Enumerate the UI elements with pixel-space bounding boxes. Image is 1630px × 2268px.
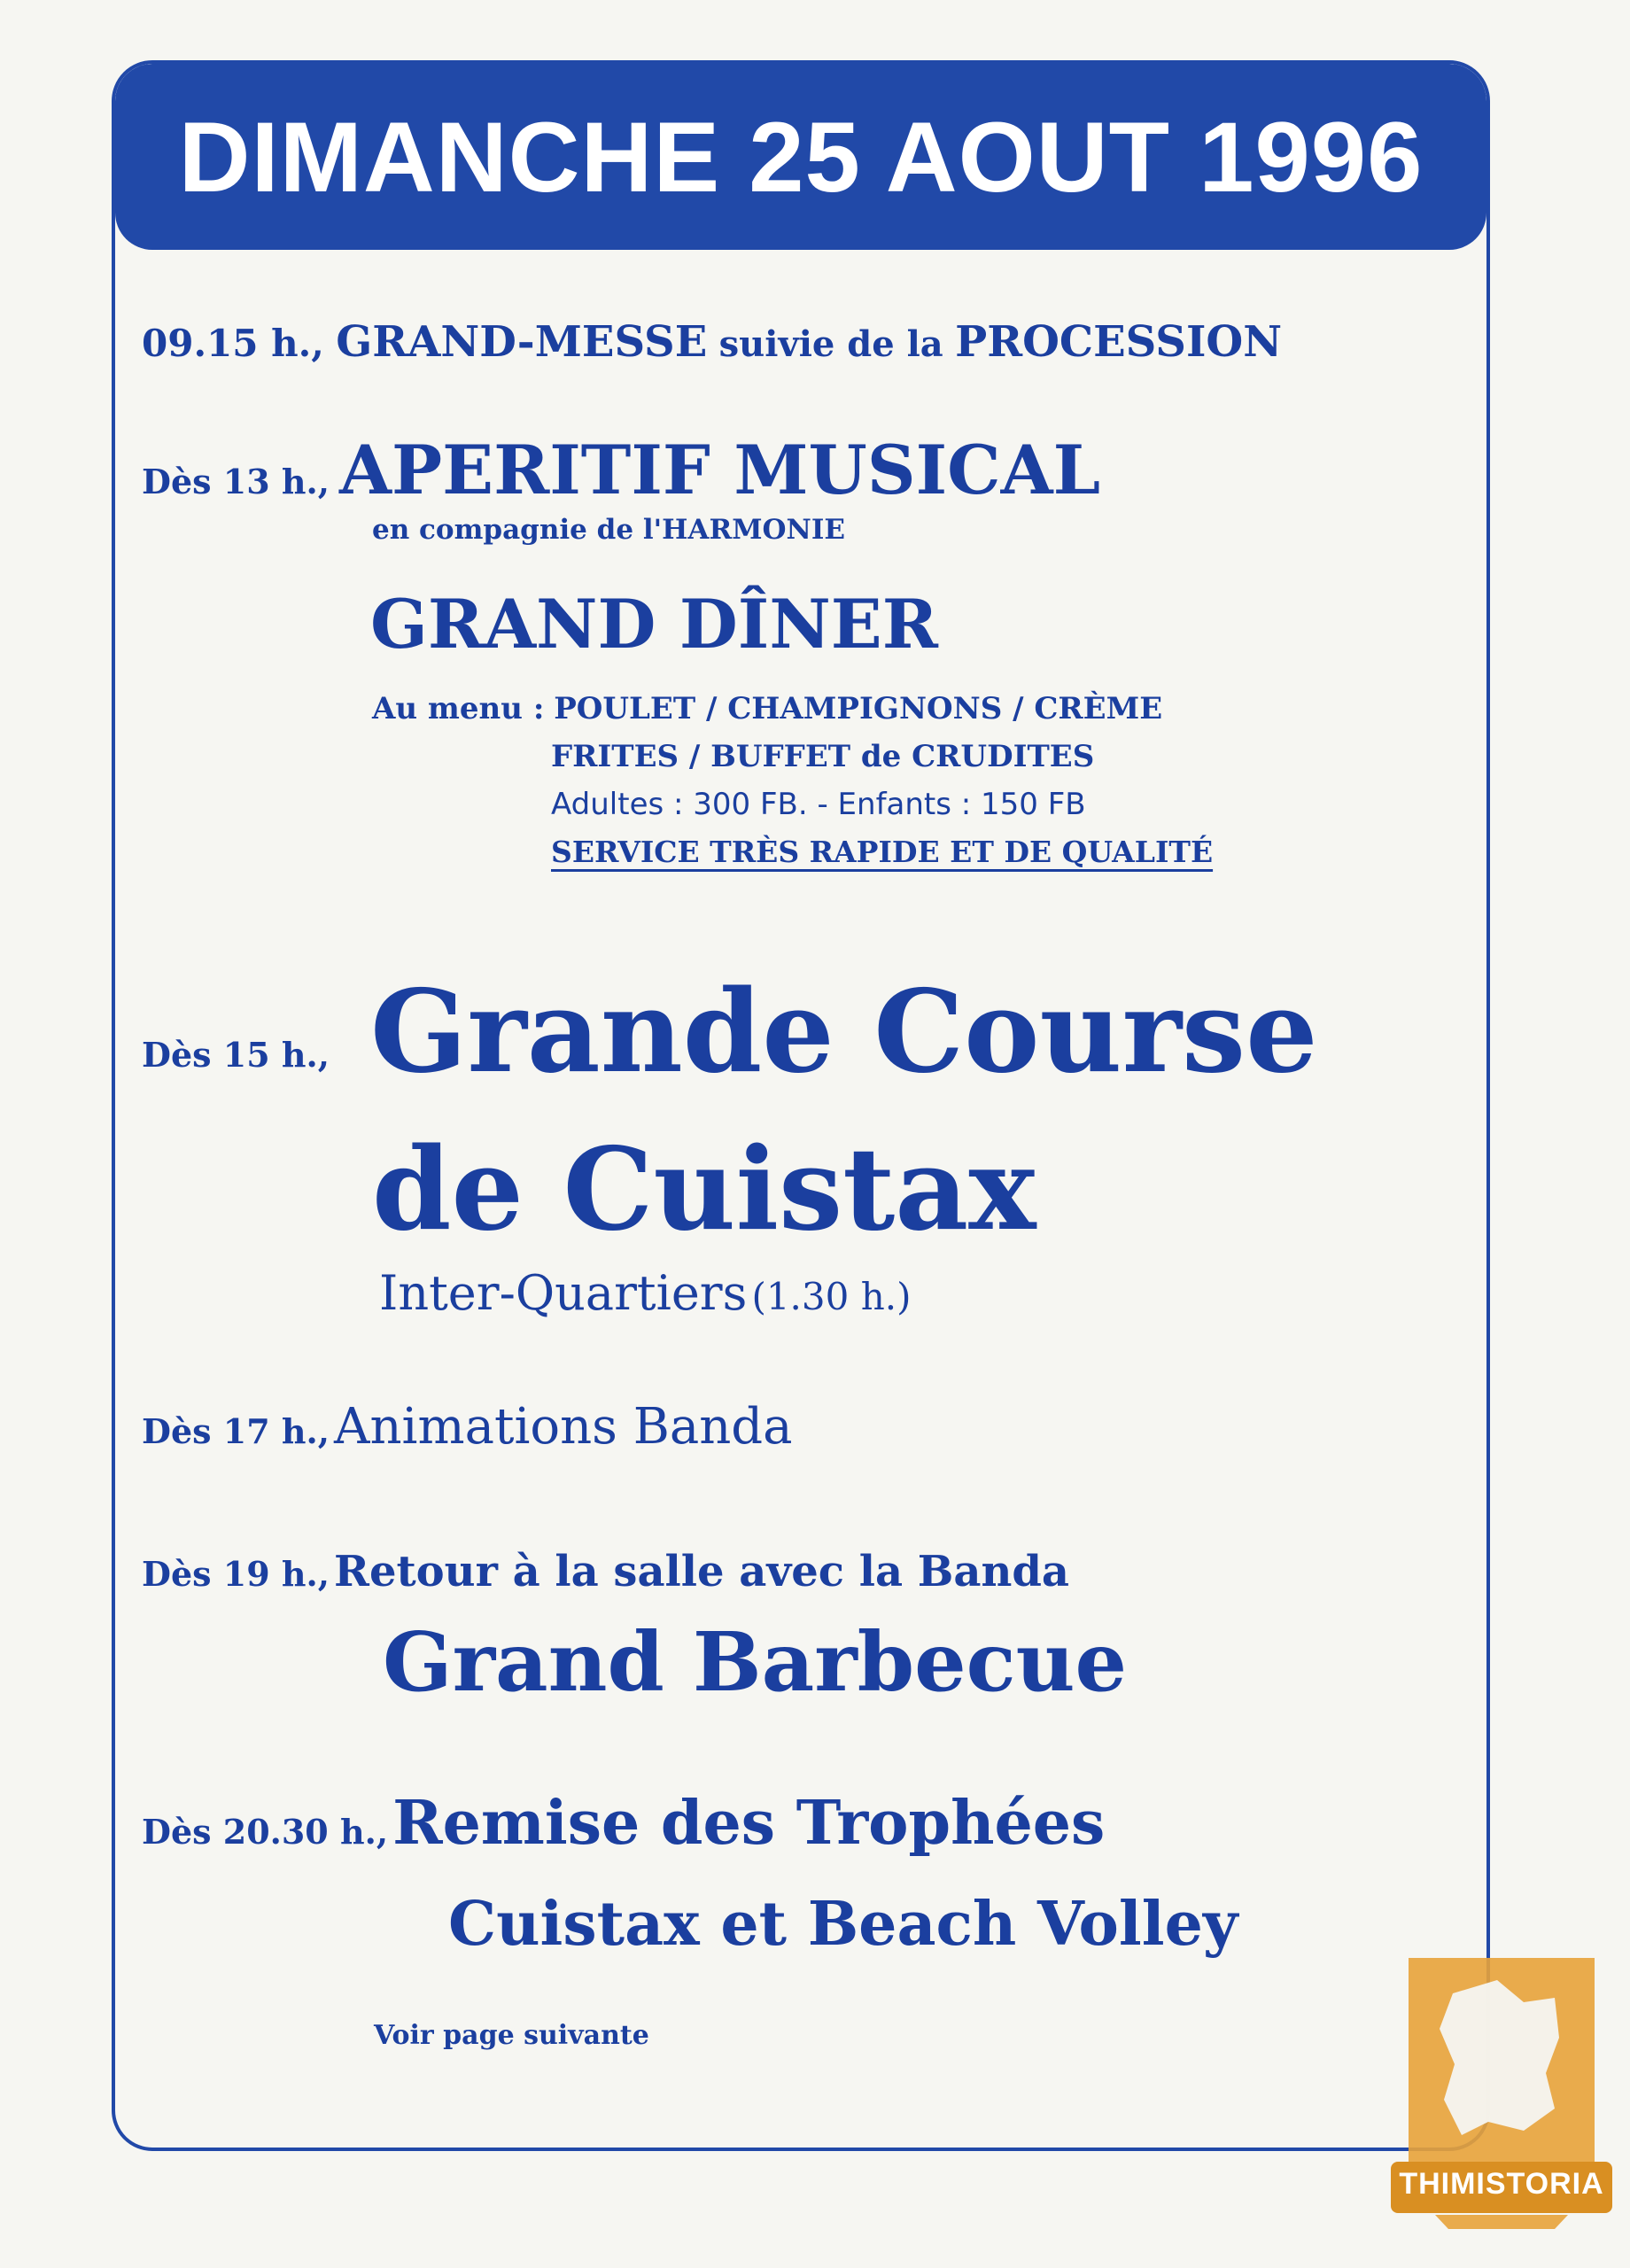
banda-line — [142, 1398, 793, 1456]
logo-text: THIMISTORIA — [1399, 2167, 1604, 2201]
service-note: SERVICE TRÈS RAPIDE ET DE QUALITÉ — [551, 835, 1214, 869]
dinner-prices: Adultes : 300 FB. - Enfants : 150 FB — [551, 787, 1086, 822]
dinner-menu-line1 — [372, 691, 1162, 726]
header-banner — [115, 64, 1486, 250]
race-time: Dès 15 h., — [142, 1035, 330, 1075]
aperitif-line — [142, 431, 1100, 509]
continue-note: Voir page suivante — [374, 2020, 649, 2051]
thimistoria-logo — [1391, 1940, 1612, 2233]
trophy-title-line1: Remise des Trophées — [392, 1788, 1106, 1859]
menu-items-2: FRITES / BUFFET de CRUDITES — [551, 739, 1095, 774]
banda-title: Animations Banda — [334, 1398, 793, 1456]
mass-title: GRAND-MESSE — [336, 317, 708, 367]
race-sub-line — [379, 1265, 911, 1321]
aperitif-time: Dès 13 h., — [142, 462, 330, 501]
banda-time: Dès 17 h., — [142, 1411, 330, 1451]
return-title: Retour à la salle avec la Banda — [334, 1547, 1070, 1596]
mass-connector: suivie de la — [718, 323, 943, 365]
aperitif-sub: en compagnie de l'HARMONIE — [372, 514, 846, 546]
menu-items-1: POULET / CHAMPIGNONS / CRÈME — [554, 691, 1163, 726]
race-sub: Inter-Quartiers — [379, 1265, 748, 1321]
procession-title: PROCESSION — [955, 317, 1283, 367]
race-title-line1: Grande Course — [370, 966, 1318, 1099]
return-line — [142, 1547, 1069, 1596]
return-time: Dès 19 h., — [142, 1554, 330, 1594]
aperitif-title: APERITIF MUSICAL — [339, 431, 1101, 509]
trophy-line — [142, 1788, 1105, 1859]
race-title-line2: de Cuistax — [372, 1123, 1036, 1256]
barbecue-title: Grand Barbecue — [383, 1614, 1128, 1710]
mass-line — [142, 317, 1282, 367]
trophy-title-line2: Cuistax et Beach Volley — [448, 1889, 1238, 1960]
mass-time: 09.15 h., — [142, 322, 324, 365]
race-duration: (1.30 h.) — [751, 1275, 912, 1318]
page-title: DIMANCHE 25 AOUT 1996 — [178, 101, 1424, 213]
menu-label: Au menu : — [372, 691, 545, 726]
trophy-time: Dès 20.30 h., — [142, 1812, 389, 1852]
dinner-title: GRAND DÎNER — [370, 585, 938, 664]
